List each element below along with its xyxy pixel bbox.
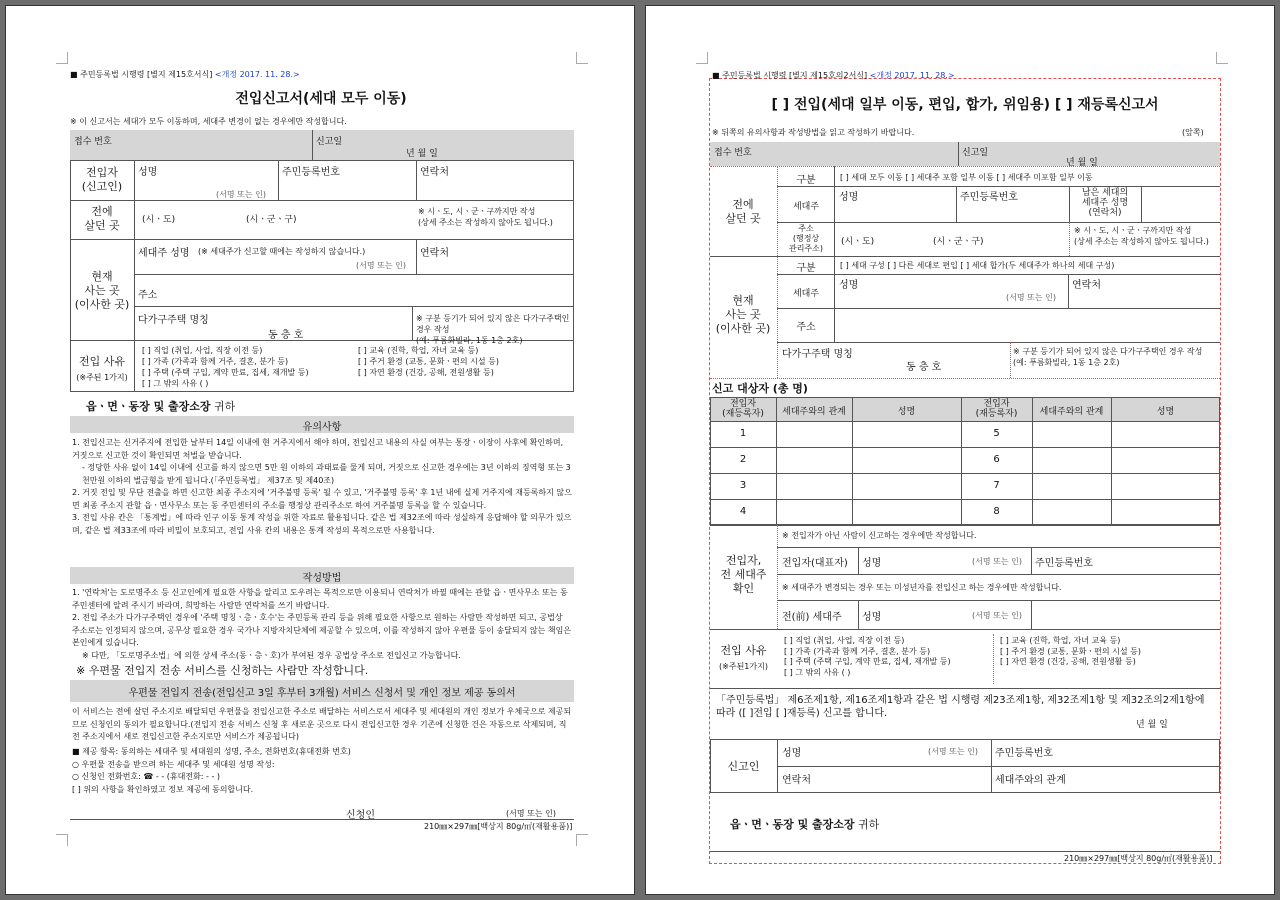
reason-note: (※주된 1가지): [76, 373, 128, 382]
reason-label: 전입 사유: [720, 644, 767, 657]
postal-consent-checkbox[interactable]: [ ] 위의 사항을 확인하였고 정보 제공에 동의합니다.: [72, 784, 254, 794]
sign-hint: (서명 또는 인): [972, 611, 1022, 620]
row-number: 2: [739, 454, 747, 465]
form-subtitle: ※ 뒤쪽의 유의사항과 작성방법을 읽고 작성하기 바랍니다.: [712, 128, 915, 137]
sign-hint: (서명 또는 인): [356, 261, 406, 270]
form-title: 전입신고서(세대 모두 이동): [235, 91, 407, 107]
receipt-date-label: 신고일: [962, 148, 989, 158]
prev-address-note: ※ 시ㆍ도, 시ㆍ군ㆍ구까지만 작성 (상세 주소는 작성하지 않아도 됩니다.): [418, 207, 553, 227]
contact-label: 연락처: [1072, 280, 1101, 291]
receipt-number-label: 접수 번호: [74, 137, 112, 147]
row-number: 5: [993, 428, 1000, 439]
postal-line-phone: ○ 신청인 전화번호: ☎ - - (휴대전화: - - ): [72, 772, 221, 781]
contact-label: 연락처: [420, 167, 449, 178]
district-placeholder: (시ㆍ군ㆍ구): [246, 215, 297, 225]
applicant-sign-hint: (서명 또는 인): [506, 809, 556, 818]
reason-option[interactable]: [ ] 주택 (주택 구입, 계약 만료, 집세, 재개발 등): [784, 657, 951, 666]
relation-label: 세대주와의 관계: [995, 775, 1066, 786]
current-address-label: 현재 사는 곳 (이사한 곳): [715, 294, 771, 335]
prev-address-note: ※ 시ㆍ도, 시ㆍ군ㆍ구까지만 작성 (상세 주소는 작성하지 않아도 됩니다.): [1074, 226, 1209, 246]
row-number: 1: [739, 428, 747, 439]
notice-title: 유의사항: [302, 422, 342, 433]
revision-date: <개정 2017. 11. 28.>: [214, 70, 300, 79]
address-management-label: 주소 (행정상 관리주소): [788, 224, 824, 253]
row-number: 3: [739, 480, 747, 491]
prev-address-label: 전에 살던 곳: [84, 205, 120, 232]
form-header-note: ■ 주민등록법 시행령 [별지 제15호서식]: [70, 70, 213, 79]
form-title: [ ] 전입(세대 일부 이동, 편입, 합가, 위임용) [ ] 재등록신고서: [771, 97, 1159, 113]
remaining-householder-label: 남은 세대의 세대주 성명 (연락처): [1081, 188, 1129, 218]
postal-body: 이 서비스는 전에 살던 주소지로 배달되던 우편물을 전입신고한 주소로 배달하는 서비스로서 세대주 및 세대원의 개인 정보가 우체국으로 제공되므로 신청인의 동의가 필요합니다.(전입지 전송 서비스 신청 후 새로운 곳으로 다시 전입신고한 경우 기존에 신청한 건은 자동으로 삭제되며, 직전 주소지에서 새로 전입신고한 주소지로만 서비스가 제공됩니다): [72, 707, 572, 741]
address-label: 주소: [796, 322, 816, 333]
confirm-note-2: ※ 세대주가 변경되는 경우 또는 미성년자를 전입신고 하는 경우에만 작성합니다.: [782, 583, 1062, 592]
dong-floor-ho: 동 층 호: [268, 330, 304, 341]
sign-hint: (서명 또는 인): [216, 190, 266, 199]
multi-house-note: ※ 구분 등기가 되어 있지 않은 다가구주택인 경우 작성 (예: 푸름화빌라, 1동 1층 2호): [1013, 347, 1203, 367]
reason-option[interactable]: [ ] 직업 (취업, 사업, 직장 이전 등): [784, 636, 905, 645]
targets-title: 신고 대상자 (총 명): [712, 382, 808, 395]
date-fill: 년 월 일: [406, 149, 438, 159]
paper-spec: 210㎜×297㎜[백상지 80g/㎡(재활용품)]: [1064, 854, 1213, 863]
method-title: 작성방법: [302, 573, 342, 584]
corner-mark: [56, 834, 68, 846]
form-page-2: [645, 5, 1275, 895]
category-label: 구분: [796, 263, 816, 274]
receipt-date-label: 신고일: [316, 137, 343, 147]
reason-option[interactable]: [ ] 가족 (가족과 함께 거주, 결혼, 분가 등): [142, 357, 289, 366]
category-label: 구분: [796, 175, 816, 186]
reason-option[interactable]: [ ] 주거 환경 (교통, 문화ㆍ편의 시설 등): [1000, 646, 1142, 656]
postal-line-names: ○ 우편물 전송을 받으려 하는 세대주 및 세대원 성명 작성:: [72, 759, 275, 769]
name-label: 성명: [839, 192, 859, 203]
corner-mark: [576, 834, 588, 846]
reason-option[interactable]: [ ] 가족 (가족과 함께 거주, 결혼, 분가 등): [784, 646, 931, 656]
addressee: 읍ㆍ면ㆍ동장 및 출장소장: [86, 400, 211, 413]
contact-label: 연락처: [782, 775, 811, 786]
reason-note: (※주된1가지): [719, 662, 768, 671]
householder-label: 세대주 성명: [138, 248, 190, 259]
address-label: 주소: [138, 290, 158, 301]
householder-label: 세대주: [792, 289, 820, 299]
householder-label: 세대주: [792, 202, 820, 212]
front-side-label: (앞쪽): [1182, 128, 1204, 137]
previous-householder-label: 전(前) 세대주: [782, 612, 842, 623]
sign-hint: (서명 또는 인): [1006, 293, 1056, 302]
reason-option[interactable]: [ ] 그 밖의 사유 ( ): [784, 667, 851, 677]
multi-house-label: 다가구주택 명칭: [138, 315, 209, 326]
row-number: 4: [739, 506, 747, 517]
row-number: 7: [993, 480, 1000, 491]
postal-items: ■ 제공 항목: 동의하는 세대주 및 세대원의 성명, 주소, 전화번호(휴대전화 번호): [72, 747, 351, 756]
col-header-name: 성명: [897, 407, 916, 417]
reason-label: 전입 사유: [78, 355, 125, 368]
form-subtitle: ※ 이 신고서는 세대가 모두 이동하며, 세대주 변경이 없는 경우에만 작성합니다.: [70, 117, 347, 126]
corner-mark: [1216, 52, 1228, 64]
reason-option[interactable]: [ ] 주택 (주택 구입, 계약 만료, 집세, 재개발 등): [142, 368, 309, 377]
name-label: 성명: [782, 748, 802, 759]
name-label: 성명: [138, 167, 158, 178]
sign-hint: (서명 또는 인): [972, 557, 1022, 566]
method-list: [72, 587, 572, 662]
category-options[interactable]: [ ] 세대 모두 이동 [ ] 세대주 포함 일부 이동 [ ] 세대주 미포함 일부 이동: [840, 173, 1093, 182]
city-placeholder: (시ㆍ도): [142, 215, 176, 225]
current-address-label: 현재 사는 곳 (이사한 곳): [74, 270, 130, 311]
date-fill: 년 월 일: [1066, 158, 1098, 168]
rrn-label: 주민등록번호: [960, 192, 1018, 203]
reporter-label: 신고인: [727, 760, 760, 773]
current-category-options[interactable]: [ ] 세대 구성 [ ] 다른 세대로 편입 [ ] 세대 합가(두 세대주가 하나의 세대 구성): [840, 261, 1115, 270]
representative-label: 전입자(대표자): [782, 558, 848, 569]
corner-mark: [696, 52, 708, 64]
name-label: 성명: [862, 558, 882, 569]
dong-floor-ho: 동 층 호: [906, 362, 942, 373]
sign-hint: (서명 또는 인): [928, 747, 978, 756]
form-header-note: ■ 주민등록법 시행령 [별지 제15호의2서식]: [712, 71, 868, 80]
rrn-label: 주민등록번호: [995, 748, 1053, 759]
notice-item: 1. 전입신고는 신거주지에 전입한 날부터 14일 이내에 현 거주지에서 해야 하며, 전입신고 내용의 사실 여부는 통장ㆍ이장이 사후에 확인하며, 거짓으로 신고한 것이 확인되면 처벌을 받습니다.: [72, 438, 564, 460]
method-item: 1. '연락처'는 도로명주소 등 신고인에게 필요한 사항을 알리고 도우려는 목적으로만 이용되니 연락처가 바뀔 때에는 관할 읍ㆍ면사무소 또는 동 주민센터에 알려 주시기 바라며, 희망하는 사람만 연락처를 쓰기 바랍니다.: [72, 588, 568, 610]
reason-option[interactable]: [ ] 교육 (진학, 학업, 자녀 교육 등): [1000, 636, 1121, 645]
notice-item: 3. 전입 사유 칸은 「통계법」에 따라 인구 이동 통계 작성을 위한 자료로 활용됩니다. 같은 법 제32조에 따라 성실하게 응답해야 할 의무가 있으며, 같은 법 제33조에 따라 비밀이 보호되고, 전입 사유 칸의 내용은 통계 작성의 목적으로만 사용합니다.: [72, 513, 572, 535]
applicant-label: 신청인: [346, 810, 375, 821]
col-header-mover: 전입자 (재등록자): [975, 399, 1018, 419]
city-placeholder: (시ㆍ도): [841, 237, 875, 247]
receipt-number-label: 접수 번호: [714, 148, 752, 158]
reason-option[interactable]: [ ] 주거 환경 (교통, 문화ㆍ편의 시설 등): [358, 357, 500, 366]
col-header-relation: 세대주와의 관계: [782, 407, 846, 417]
legal-statement: 「주민등록법」 제6조제1항, 제16조제1항과 같은 법 시행령 제23조제1항, 제32조제1항 및 제32조의2제1항에 따라 ([ ]전입 [ ]재등록) 신고를 합니다.: [716, 695, 1205, 719]
confirm-note-1: ※ 전입자가 아닌 사람이 신고하는 경우에만 작성합니다.: [782, 531, 977, 540]
form-page-1: [5, 5, 635, 895]
method-item: ※ 다만, 「도로명주소법」에 의한 상세 주소(동ㆍ층ㆍ호)가 부여된 경우 공법상 주소로 전입신고 가능합니다.: [82, 650, 461, 660]
addressee: 읍ㆍ면ㆍ동장 및 출장소장: [730, 818, 855, 831]
notice-item: 2. 거짓 전입 및 무단 전출을 하면 신고한 최종 주소지에 '거주불명 등록' 될 수 있고, '거주불명 등록' 후 1년 내에 실제 거주지에 재등록하지 않으면 최종 주소지 관할 읍ㆍ면사무소 또는 동 주민센터의 주소를 행정상 관리주소로 하여 거주불명 등록을 할 수 있습니다.: [72, 488, 572, 510]
notice-item: - 정당한 사유 없이 14일 이내에 신고를 하지 않으면 5만 원 이하의 과태료를 물게 되며, 거짓으로 신고한 경우에는 3년 이하의 징역형 또는 3천만원 이하의 벌금형을 받게 됩니다.(「주민등록법」 제37조 및 제40조): [82, 463, 571, 485]
paper-spec: 210㎜×297㎜[백상지 80g/㎡(재활용품)]: [424, 822, 573, 831]
householder-note: (※ 세대주가 신고할 때에는 작성하지 않습니다.): [198, 247, 366, 256]
reason-option[interactable]: [ ] 자연 환경 (건강, 공해, 전원생활 등): [1000, 657, 1136, 666]
corner-mark: [576, 52, 588, 64]
reason-option[interactable]: [ ] 자연 환경 (건강, 공해, 전원생활 등): [358, 368, 494, 377]
reason-option[interactable]: [ ] 교육 (진학, 학업, 자녀 교육 등): [358, 346, 479, 355]
rrn-label: 주민등록번호: [1035, 558, 1093, 569]
multi-house-label: 다가구주택 명칭: [782, 349, 853, 360]
name-label: 성명: [862, 612, 882, 623]
addressee-suffix: 귀하: [858, 818, 880, 831]
col-header-relation: 세대주와의 관계: [1039, 407, 1104, 417]
reason-option[interactable]: [ ] 그 밖의 사유 ( ): [142, 379, 209, 388]
postal-title: 우편물 전입지 전송(전입신고 3일 후부터 3개월) 서비스 신청서 및 개인 정보 제공 동의서: [128, 688, 516, 699]
district-placeholder: (시ㆍ군ㆍ구): [933, 237, 984, 247]
multi-house-note: ※ 구분 등기가 되어 있지 않은 다가구주택인 경우 작성 (예: 푸름화빌라, 1동 1층 2호): [416, 314, 570, 345]
rrn-label: 주민등록번호: [282, 167, 340, 178]
revision-date: <개정 2017. 11. 28.>: [869, 71, 955, 80]
method-item: 2. 전입 주소가 다가구주택인 경우에 '주택 명칭ㆍ층ㆍ호수'는 주민등록 관리 등을 위해 필요한 사항으로 원하는 사람만 작성하면 되고, 공법상 주소로는 인정되지 않으며, 공무상 필요한 경우 국가나 지방자치단체에 제공할 수 있으며, 이를 작성하지 않아 우편물 등이 송달되지 않는 책임은 본인에게 있습니다.: [72, 613, 572, 647]
notice-list: [72, 437, 572, 537]
date-fill-2: 년 월 일: [1136, 720, 1168, 730]
col-header-mover: 전입자 (재등록자): [722, 399, 764, 419]
col-header-name: 성명: [1156, 407, 1175, 417]
name-label: 성명: [839, 280, 859, 291]
row-number: 8: [993, 506, 1000, 517]
prev-address-label: 전에 살던 곳: [725, 198, 761, 225]
row-number: 6: [993, 454, 1000, 465]
mover-label: 전입자 (신고인): [81, 166, 123, 193]
reason-option[interactable]: [ ] 직업 (취업, 사업, 직장 이전 등): [142, 346, 263, 355]
contact-label-2: 연락처: [420, 248, 449, 259]
corner-mark: [56, 52, 68, 64]
confirmation-label: 전입자, 전 세대주 확인: [720, 554, 767, 595]
addressee-suffix: 귀하: [214, 400, 236, 413]
postal-notice: ※ 우편물 전입지 전송 서비스를 신청하는 사람만 작성합니다.: [76, 664, 369, 677]
